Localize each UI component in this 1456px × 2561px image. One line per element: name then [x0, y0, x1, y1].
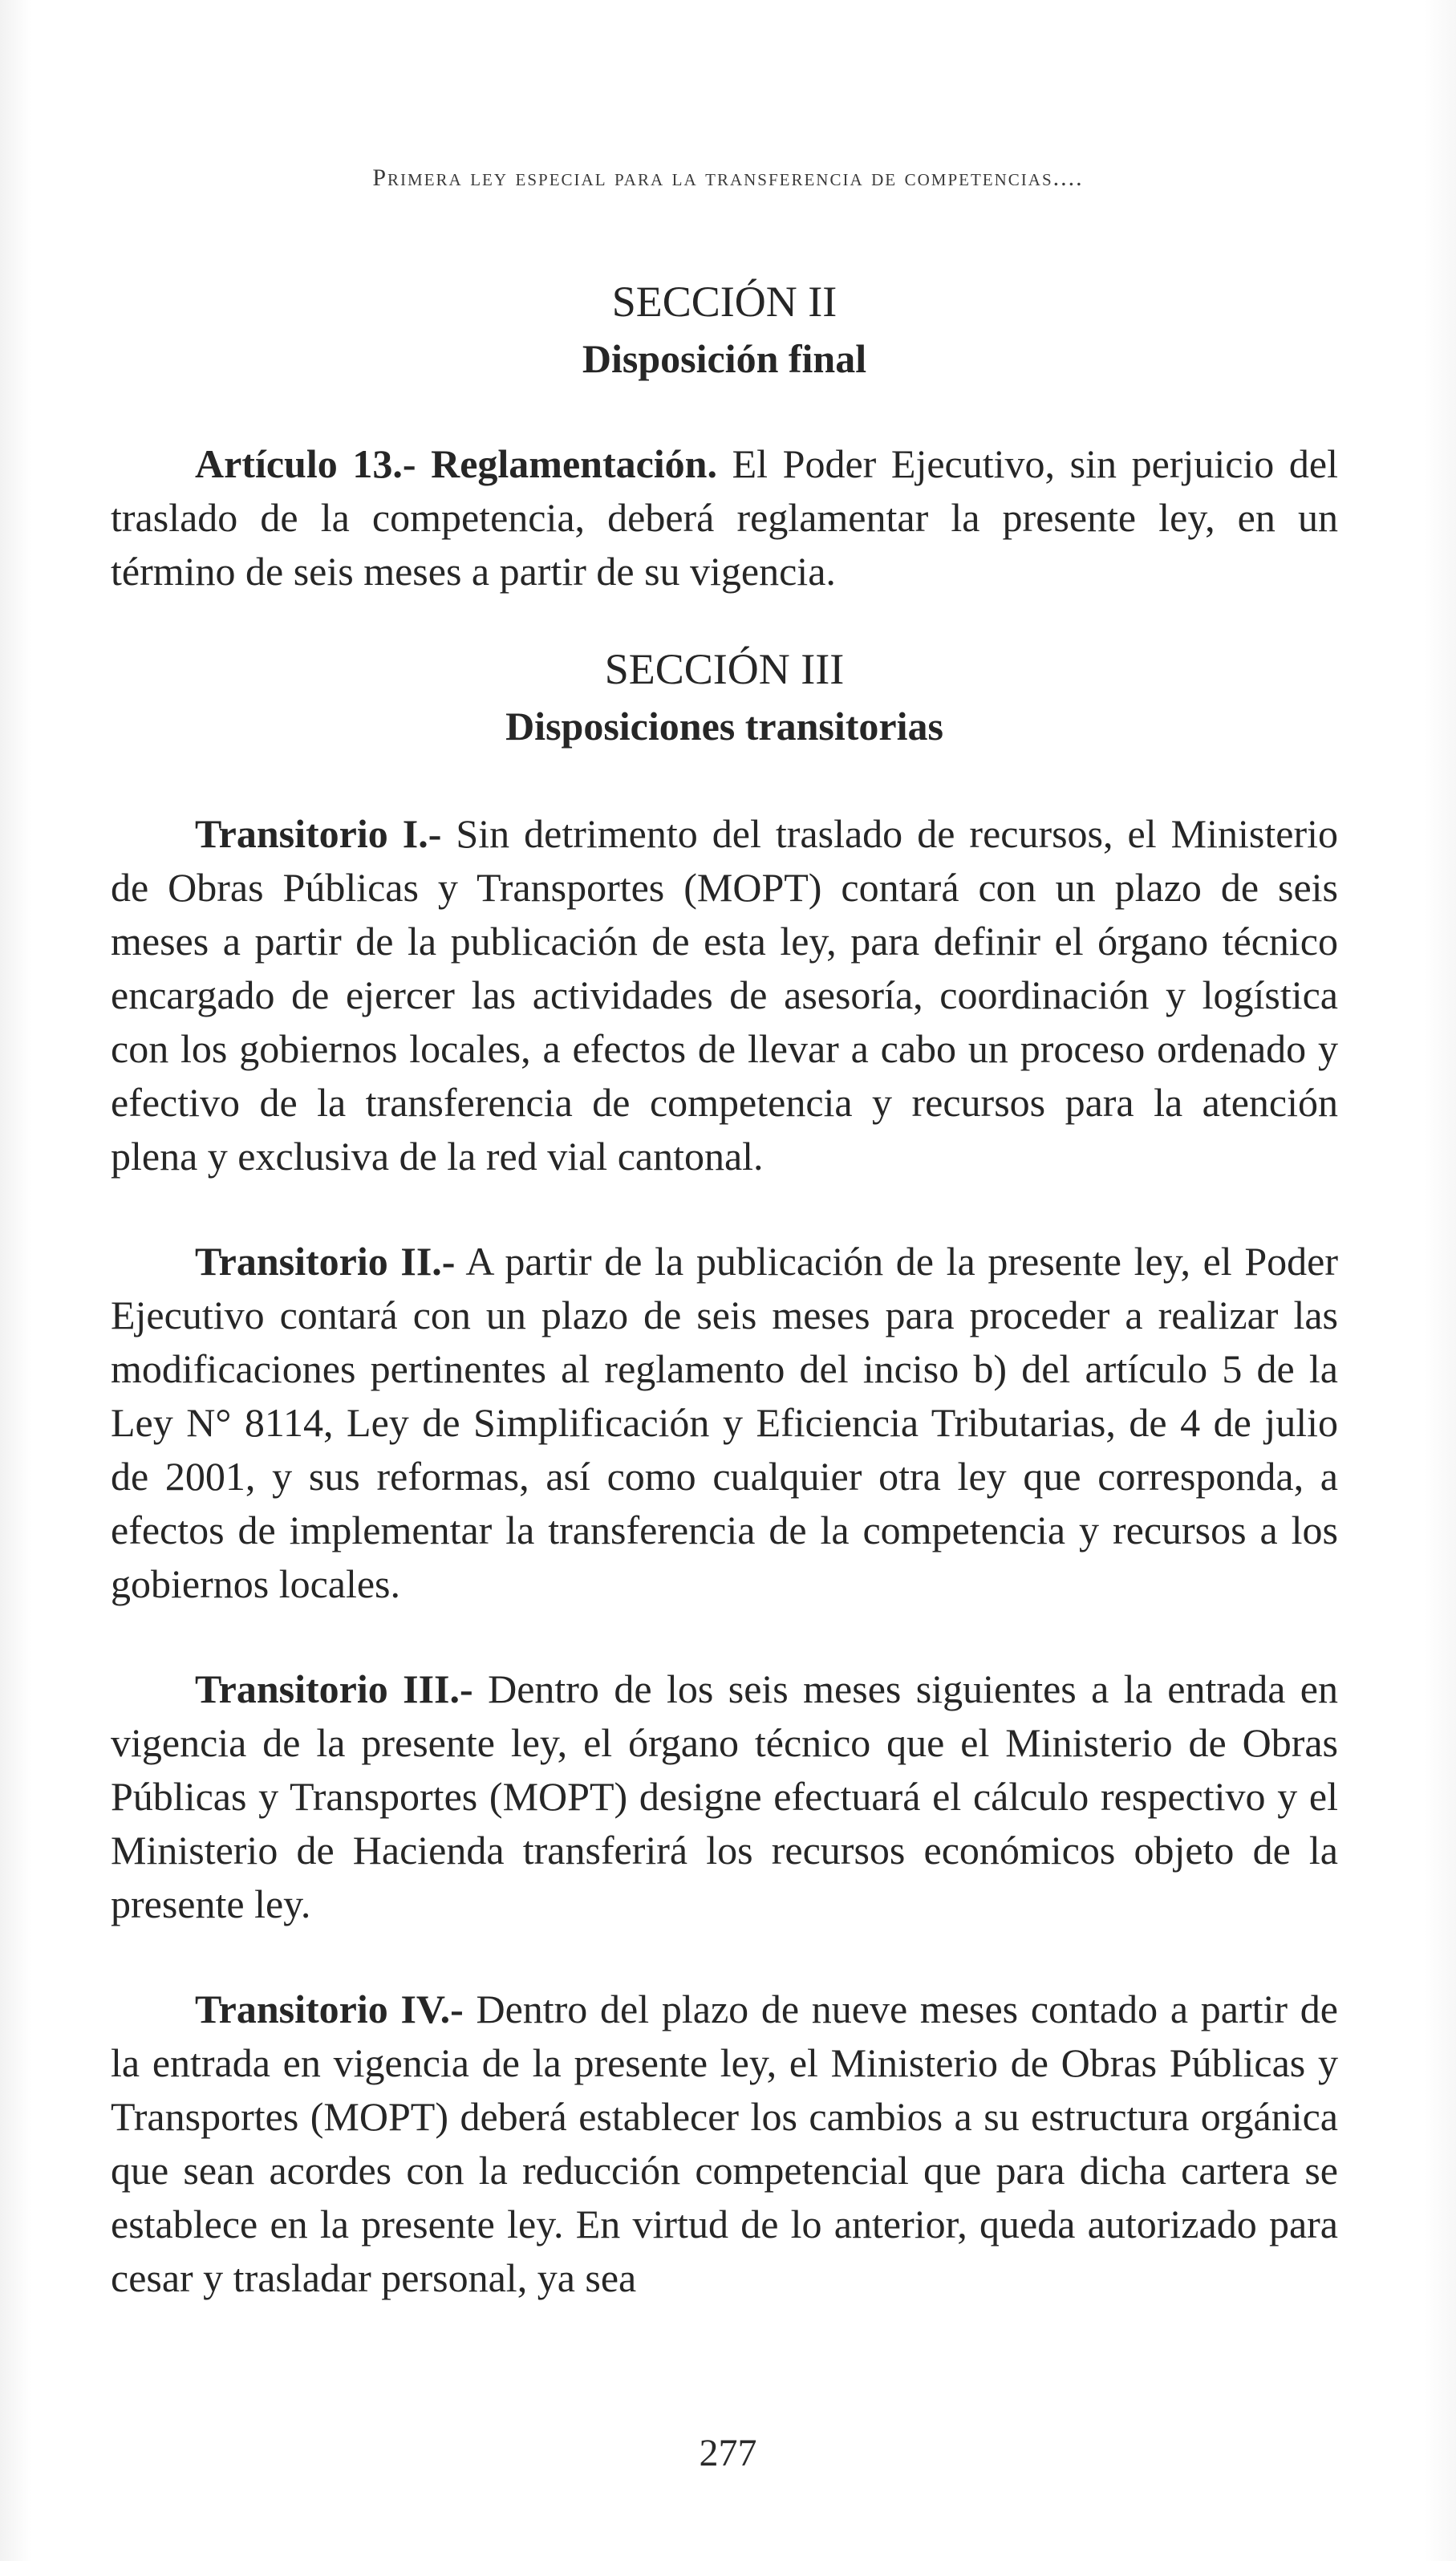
section-2-heading [111, 273, 1338, 387]
transitorio-1-paragraph [111, 807, 1338, 1183]
running-head: Primera ley especial para la transferencia de competencias.... [372, 164, 1084, 191]
transitorio-3-paragraph [111, 1662, 1338, 1931]
transitorio-2-paragraph [111, 1235, 1338, 1611]
section-3-title: SECCIÓN III [604, 645, 845, 693]
section-3-subtitle: Disposiciones transitorias [505, 704, 943, 749]
transitorio-1-lead: Transitorio I.- [195, 811, 442, 856]
transitorio-1-text: Sin detrimento del traslado de recursos, el Ministerio de Obras Públicas y Transportes (MOPT) contará con un plazo de seis meses a partir de la publicación de esta ley, para definir el órgano técnico encargado de ejercer las actividades de asesoría, coordinación y logística con los gobiernos locales, a efectos de llevar a cabo un proceso ordenado y efectivo de la transferencia de competencia y recursos para la atención plena y exclusiva de la red vial cantonal. [111, 811, 1338, 1179]
section-2-subtitle: Disposición final [582, 336, 867, 381]
section-3-heading [111, 640, 1338, 754]
transitorio-2-lead: Transitorio II.- [195, 1239, 456, 1284]
transitorio-3-text: Dentro de los seis meses siguientes a la entrada en vigencia de la presente ley, el órgano técnico que el Ministerio de Obras Públicas y Transportes (MOPT) designe efectuará el cálculo respectivo y el Ministerio de Hacienda transferirá los recursos económicos objeto de la presente ley. [111, 1666, 1339, 1926]
page-number: 277 [699, 2432, 757, 2474]
article-13-paragraph [111, 437, 1338, 599]
transitorio-4-text: Dentro del plazo de nueve meses contado a partir de la entrada en vigencia de la presente ley, el Ministerio de Obras Públicas y Transportes (MOPT) deberá establecer los cambios a su estructura orgánica que sean acordes con la reducción competencial que para dicha cartera se establece en la presente ley. En virtud de lo anterior, queda autorizado para cesar y trasladar personal, ya sea [111, 1987, 1338, 2300]
article-13-text: El Poder Ejecutivo, sin perjuicio del traslado de la competencia, deberá reglamentar la presente ley, en un término de seis meses a partir de su vigencia. [111, 441, 1338, 594]
article-13-lead: Artículo 13.- Reglamentación. [195, 441, 717, 486]
transitorio-4-paragraph [111, 1983, 1338, 2305]
section-2-title: SECCIÓN II [611, 278, 838, 326]
page-body [111, 273, 1338, 2305]
transitorio-2-text: A partir de la publicación de la presente ley, el Poder Ejecutivo contará con un plazo de seis meses para proceder a realizar las modificaciones pertinentes al reglamento del inciso b) del artículo 5 de la Ley N° 8114, Ley de Simplificación y Eficiencia Tributarias, de 4 de julio de 2001, y sus reformas, así como cualquier otra ley que corresponda, a efectos de implementar la transferencia de la competencia y recursos a los gobiernos locales. [111, 1239, 1338, 1606]
transitorio-3-lead: Transitorio III.- [195, 1666, 473, 1711]
transitorio-4-lead: Transitorio IV.- [195, 1987, 464, 2031]
